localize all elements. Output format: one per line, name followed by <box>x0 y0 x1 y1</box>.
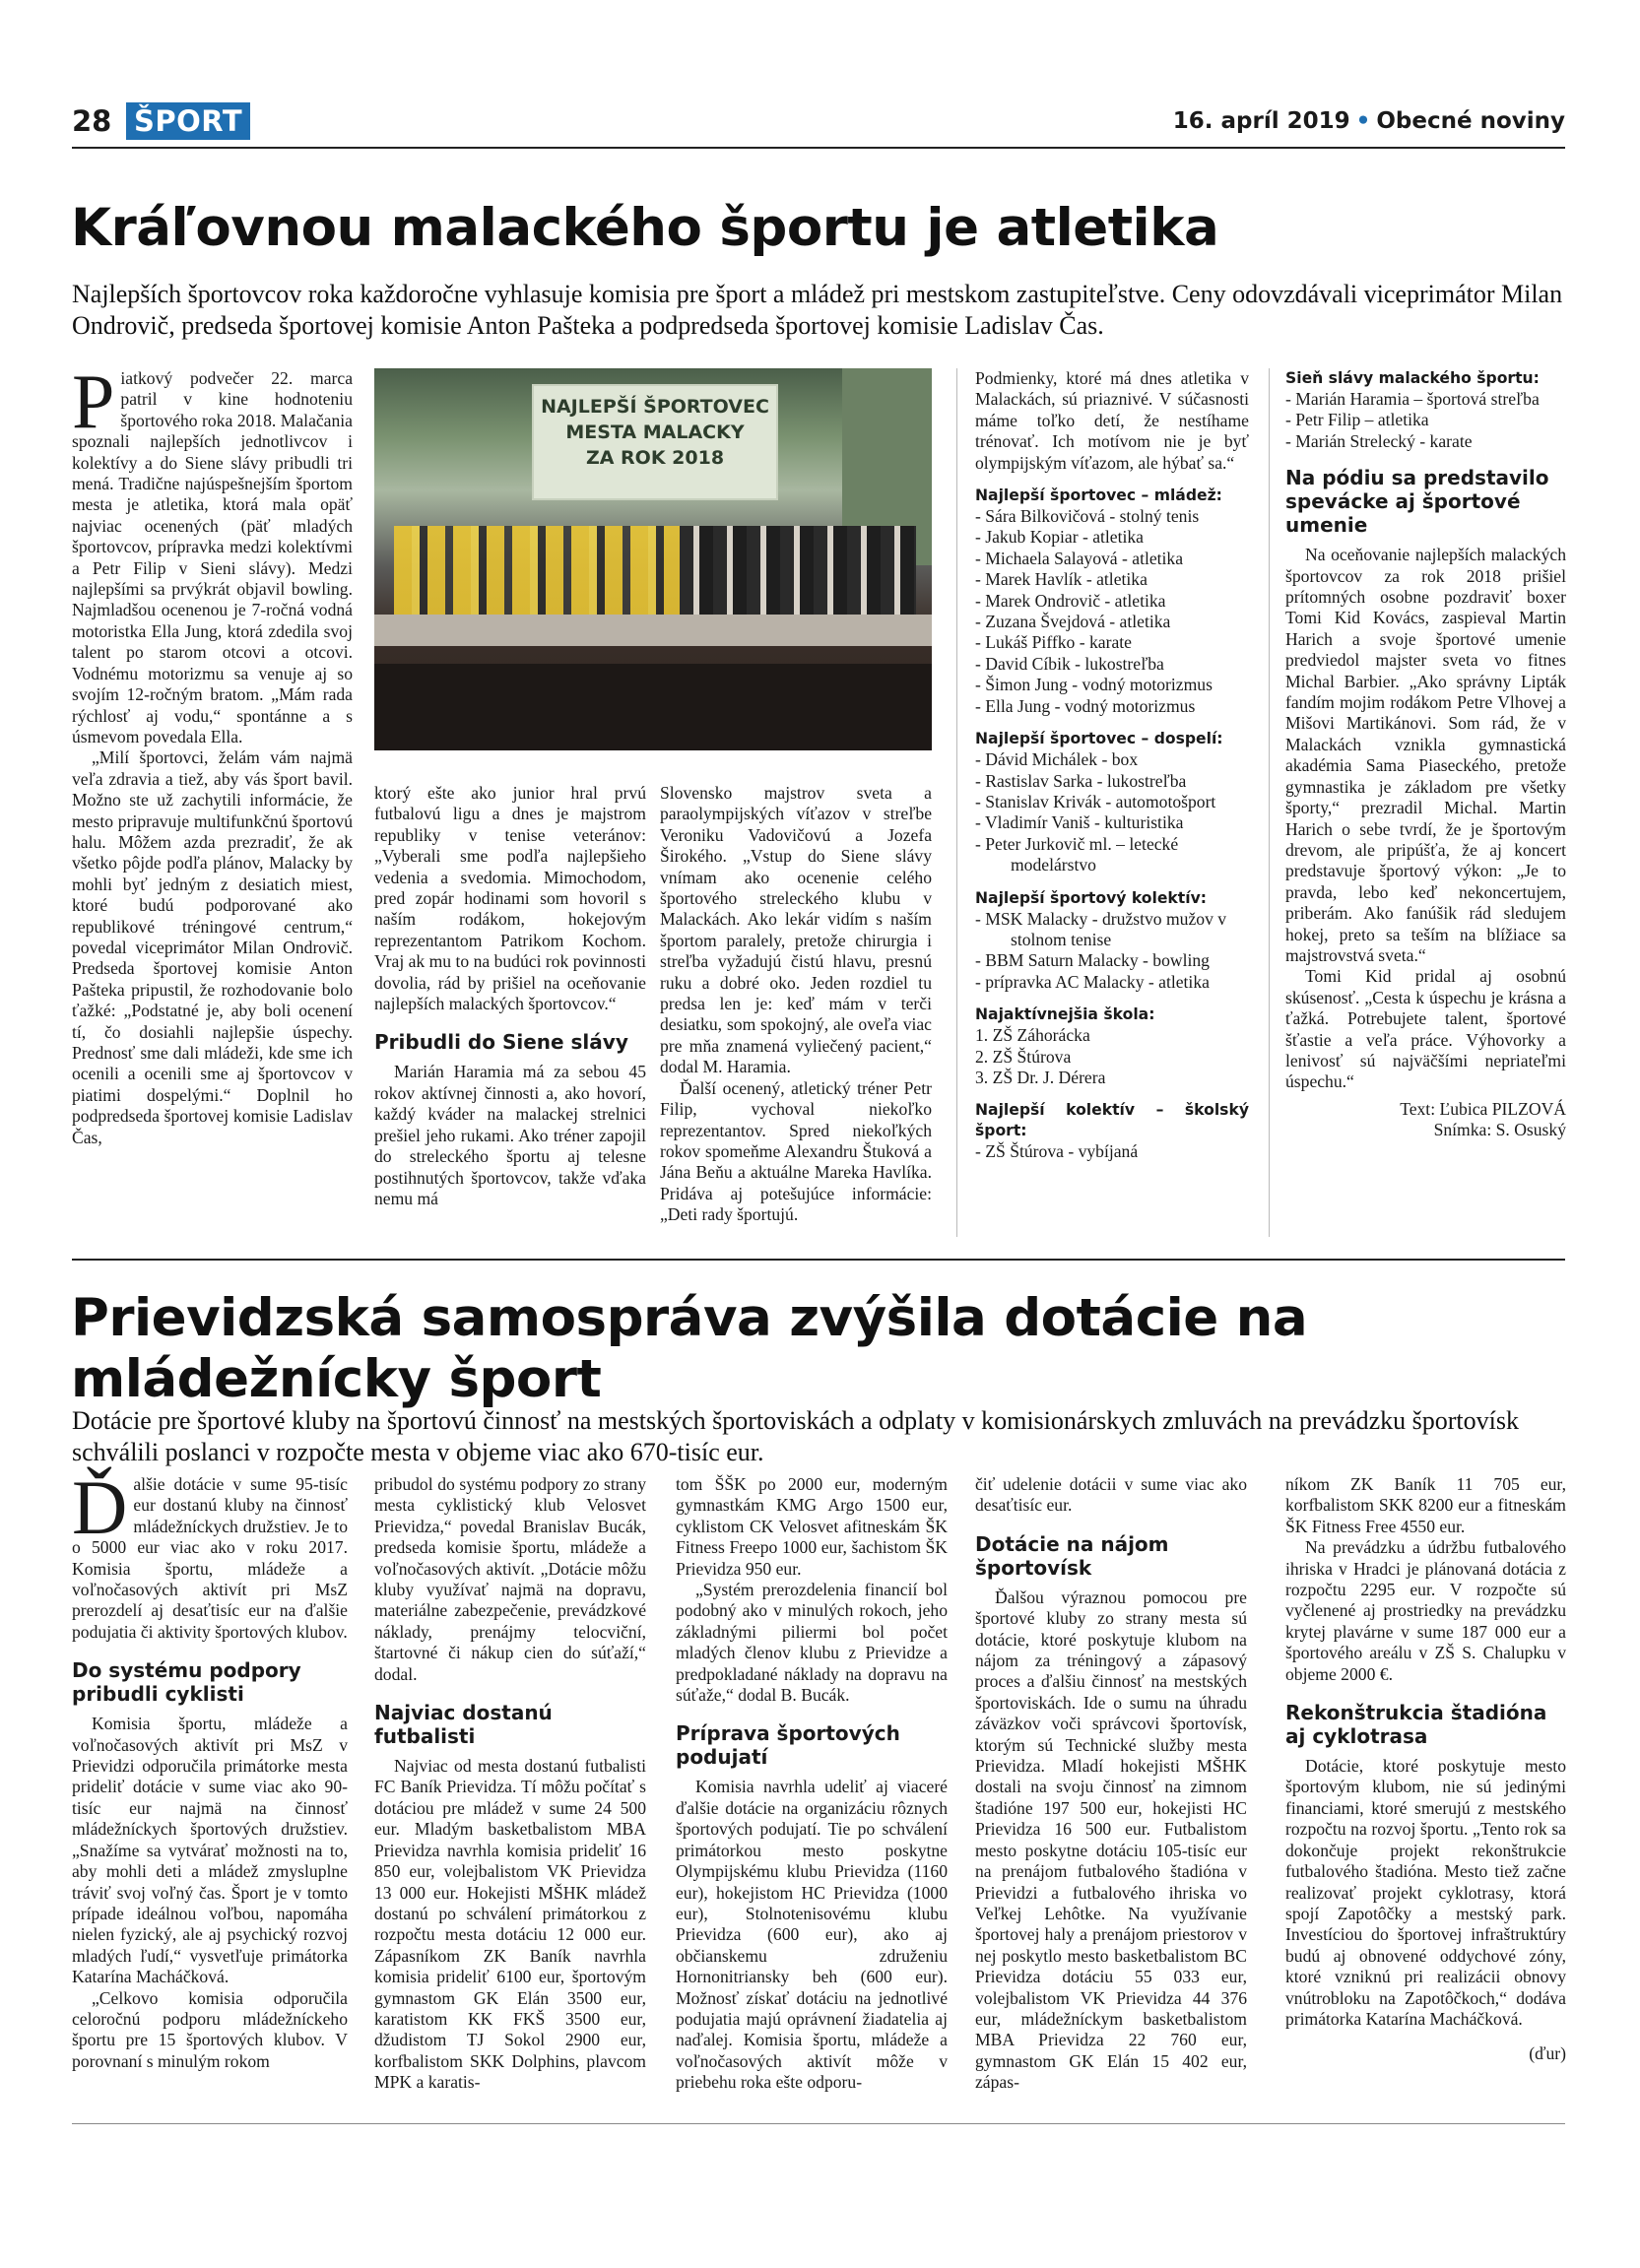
article2-column-5 <box>1285 1474 1566 2065</box>
paragraph: Na oceňovanie najlepších malackých športovcov za rok 2018 prišiel prítomných osobne pozdraviť boxer Tomi Kid Kovács, zaspieval Martin Harich a svoje športové umenie predviedol majster sveta vo fitnes Michal Barbier. „Ako správny Lipták fandím mojim rodákom Petre Vlhovej a Mišovi Martikánovi. Som rád, že v Malackách vznikla gymnastická akadémia Sama Piaseckého, pretože gymnastika je základom pre všetky športy,“ prezradil Michal. Martin Harich o sebe tvrdí, že je športovým drevom, ale pripúšťa, že aj koncert predstavuje športový výkon: „Je to pravda, lebo keď nekoncertujem, priberám. Ako fanúšik rád sledujem hokej, preto sa teším na blížiace sa majstrovstvá sveta.“ <box>1285 545 1566 965</box>
list-item: 1. ZŠ Záhorácka <box>975 1025 1090 1046</box>
article2-column-4 <box>975 1474 1247 2094</box>
list-item: - prípravka AC Malacky - atletika <box>975 971 1210 992</box>
paragraph: Podmienky, ktoré má dnes atletika v Malackách, sú priaznivé. V súčasnosti máme toľko detí, že nestíhame trénovať. Ich motívom nie je byť olympijským víťazom, ale hýbať sa.“ <box>975 368 1249 473</box>
paragraph: níkom ZK Baník 11 705 eur, korfbalistom SKK 8200 eur a fitneskám ŠK Fitness Free 4550 eur. <box>1285 1474 1566 1536</box>
list-item: - Marek Ondrovič - atletika <box>975 590 1166 611</box>
list-item: - Lukáš Piffko - karate <box>975 632 1132 653</box>
subheading: Dotácie na nájom športovísk <box>975 1531 1169 1580</box>
credit-photo: Snímka: S. Osuský <box>1433 1120 1566 1140</box>
award-category-title: Najaktívnejšia škola: <box>975 1005 1155 1024</box>
article1-lead: Najlepších športovcov roka každoročne vyhlasuje komisia pre šport a mládež pri mestskom zastupiteľstve. Ceny odovzdávali viceprimátor Milan Ondrovič, predseda športovej komisie Anton Pašteka a podpredseda športovej komisie Ladislav Čas. <box>72 280 1563 340</box>
award-list <box>975 749 1249 875</box>
paragraph: Marián Haramia má za sebou 45 rokov aktívnej činnosti a, ako hovorí, každý kváder na malackej strelnici prešiel jeho rukami. Ako tréner zapojil do streleckého športu aj telesne postihnutých športovcov, takže vďaka nemu má <box>374 1062 646 1208</box>
subheading: Rekonštrukcia štadióna aj cyklotrasa <box>1285 1701 1547 1749</box>
column-rule <box>956 368 957 1237</box>
subheading: Príprava športových podujatí <box>676 1721 900 1770</box>
paragraph: Komisia športu, mládeže a voľnočasových aktivít pri MsZ v Prievidzi odporučila primátorke mesta prideliť dotácie v sume viac ako 90-tisíc eur najmä na činnosť mládežníckych športových družstiev. „Snažíme sa vytvárať možnosti na to, aby mohli deti a mládež zmysluplne tráviť svoj voľný čas. Šport je v tomto prípade ideálnou voľbou, napomáha nielen fyzický, ale aj psychický rozvoj mladých ľudí,“ vysvetľuje primátorka Katarína Macháčková. <box>72 1714 348 1987</box>
issue-info <box>1173 106 1565 136</box>
article1-headline: Kráľovnou malackého športu je atletika <box>71 198 1219 258</box>
list-item: - Stanislav Krivák - automotošport <box>975 791 1216 811</box>
dropcap: P <box>72 358 115 444</box>
dropcap: Ď <box>72 1464 128 1550</box>
paragraph: Dotácie, ktoré poskytuje mesto športovým klubom, nie sú jedinými financiami, ktoré smerujú z mestského rozpočtu na rozvoj športu. „Tento rok sa dokončuje projekt rekonštrukcie futbalového štadióna. Mesto tiež začne realizovať projekt cyklotrasy, ktorá spojí Zapotôčky a mestský park. Investíciou do športovej infraštruktúry budú aj obnovené oddychové zóny, ktoré vzniknú pri realizácii obnovy vnútrobloku na Zapotôčkoch,“ dodáva primátorka Katarína Macháčková. <box>1285 1756 1566 2029</box>
stage <box>374 615 932 646</box>
paragraph: Najviac od mesta dostanú futbalisti FC Baník Prievidza. Tí môžu počítať s dotáciou pre mládež v sume 24 500 eur. Mladým basketbalistom MBA Prievidza navrhla komisia prideliť 16 850 eur, volejbalistom VK Prievidza 13 000 eur. Hokejisti MŠHK mládež dostanú po schválení primátorkou z rozpočtu mesta dotáciu 12 000 eur. Zápasníkom ZK Baník navrhla komisia prideliť 6100 eur, športovým gymnastom GK Elán 3500 eur, karatistom KK FKŠ 3500 eur, džudistom TJ Sokol 2900 eur, korfbalistom SKK Dolphins, plavcom MPK a karatis- <box>374 1756 646 2093</box>
list-item: - Petr Filip – atletika <box>1285 410 1429 430</box>
list-item: - Sára Bilkovičová - stolný tenis <box>975 506 1200 527</box>
list-item: - Peter Jurkovič ml. – letecké modelárstvo <box>975 833 1179 875</box>
page-number: 28 <box>72 104 112 138</box>
paragraph: Slovensko majstrov sveta a paraolympijských víťazov v streľbe Veroniku Vadovičovú a Jozefa Širokého. „Vstup do Siene slávy vnímam ako ocenenie celého športového streleckého klubu v Malackách. Ako lekár vidím s naším športom paralely, pretože chirurgia i streľba vyžadujú čistú hlavu, presnú ruku a dobré oko. Jeden rozdiel tu predsa len je: keď mám v terči desiatku, som spokojný, ale oveľa viac pre mňa znamená vyliečený pacient,“ dodal M. Haramia. <box>660 783 932 1077</box>
winner-lists <box>975 486 1249 1163</box>
hall-of-fame-title: Sieň slávy malackého športu: <box>1285 369 1540 387</box>
header-rule <box>72 147 1565 149</box>
paragraph: Ďalší ocenený, atletický tréner Petr Filip, vychoval niekoľko reprezentantov. Spred niekoľkých rokov spomeňme Alexandru Štuková a Jána Beňu a aktuálne Mareka Havlíka. Pridáva aj potešujúce informácie: „Deti rady športujú. <box>660 1077 932 1225</box>
award-category-title: Najlepší športovec – dospelí: <box>975 730 1223 748</box>
photo-banner <box>532 384 778 500</box>
paragraph: tom ŠŠK po 2000 eur, moderným gymnastkám KMG Argo 1500 eur, cyklistom CK Velosvet afitneskám ŠK Fitness Freepo 1000 eur, šachistom ŠK Prievidza 950 eur. <box>676 1474 948 1579</box>
paragraph: pribudol do systému podpory zo strany mesta cyklistický klub Velosvet Prievidza,“ povedal Branislav Bucák, predseda komisie športu, mládeže a voľnočasových aktivít. „Dotácie môžu kluby využívať najmä na dopravu, materiálne zabezpečenie, prevádzkové náklady, prenájmy telocviční, štartovné či nákup cien do súťaží,“ dodal. <box>374 1474 646 1684</box>
article2-column-1 <box>72 1464 348 2072</box>
list-item: 2. ZŠ Štúrova <box>975 1046 1072 1067</box>
list-item: 3. ZŠ Dr. J. Dérera <box>975 1067 1106 1087</box>
list-item: - Ella Jung - vodný motorizmus <box>975 695 1196 716</box>
issue-date: 16. apríl 2019 <box>1172 108 1350 134</box>
list-item: - Rastislav Sarka - lukostreľba <box>975 770 1187 791</box>
subheading: Do systému podpory pribudli cyklisti <box>72 1658 301 1707</box>
paragraph: Komisia navrhla udeliť aj viaceré ďalšie dotácie na organizáciu rôznych športových podujatí. Tie po schválení primátorkou mesto poskytne Olympijskému klubu Prievidza (1160 eur), hokejistom HC Prievidza (1000 eur), Stolnotenisovému klubu Prievidza (600 eur), ako aj občianskemu združeniu Hornonitriansky beh (600 eur). Možnosť získať dotáciu na jednotlivé podujatia majú oprávnení žiadatelia aj naďalej. Komisia športu, mládeže a voľnočasových aktivít môže v priebehu roka ešte odporu- <box>676 1777 948 2093</box>
subheading: Na pódiu sa predstavilo spevácke aj športové umenie <box>1285 466 1549 538</box>
section-tag: ŠPORT <box>126 102 250 140</box>
separator-bullet: • <box>1355 108 1371 134</box>
award-category-title: Najlepší športový kolektív: <box>975 888 1207 907</box>
paragraph: ktorý ešte ako junior hral prvú futbalovú ligu a dnes je majstrom republiky v tenise veteránov: „Vyberali sme podľa najlepšieho vedenia a svedomia. Mimochodom, pred zopár hodinami som hovoril s naším rodákom, hokejovým reprezentantom Patrikom Kochom. Vraj ak mu to na budúci rok povinnosti dovolia, rád by prišiel na oceňovanie najlepších malackých športovcov.“ <box>374 783 647 1014</box>
article-divider <box>72 1259 1565 1261</box>
article1-column-1 <box>72 358 353 1148</box>
list-item: - Michaela Salayová - atletika <box>975 548 1184 568</box>
award-list <box>975 1025 1249 1088</box>
paragraph: čiť udelenie dotácii v sume viac ako desaťtisíc eur. <box>975 1474 1247 1516</box>
list-item: - Vladimír Vaniš - kulturistika <box>975 812 1184 833</box>
paragraph: alšie dotácie v sume 95-tisíc eur dostanú kluby na činnosť mládežníckych družstiev. Je to o 5000 eur viac ako v roku 2017. Komisia športu, mládeže a voľnočasových aktivít pri MsZ prerozdelí aj desaťtisíc eur na ďalšie podujatia či aktivity športových klubov. <box>72 1474 348 1642</box>
paragraph: „Milí športovci, želám vám najmä veľa zdravia a tiež, aby vás šport bavil. Možno ste už zachytili informácie, že mesto pripravuje multifunkčnú športovú halu. Môžem azda prezradiť, že ak všetko pôjde podľa plánov, Malacky by mohli byť jedným z desiatich miest, ktoré budú podporované ako republikové tréningové centrum,“ povedal viceprimátor Milan Ondrovič. Predseda športovej komisie Anton Pašteka pripustil, že rozhodovanie bolo ťažké: „Podstatné je, aby boli ocenení tí, čo dosiahli najlepšie úspechy. Prednosť sme dali mládeži, kde sme ich ocenili a ocenili sme aj športovcov v piatimi dospelými.“ Doplnil ho podpredseda športovej komisie Ladislav Čas, <box>72 747 353 1147</box>
banner-line: ZA ROK 2018 <box>585 447 725 469</box>
award-list <box>975 909 1249 994</box>
banner-line: NAJLEPŠÍ ŠPORTOVEC <box>541 396 769 418</box>
list-item: - Zuzana Švejdová - atletika <box>975 612 1171 632</box>
publication-name: Obecné noviny <box>1376 108 1565 134</box>
list-item: - ZŠ Štúrova - vybíjaná <box>975 1141 1139 1162</box>
award-list <box>975 506 1249 717</box>
bottom-rule <box>72 2123 1565 2124</box>
article2-lead: Dotácie pre športové kluby na športovú činnosť na mestských športoviskách a odplaty v komisionárskych zmluvách na prevádzku športovísk schválili poslanci v rozpočte mesta v objeme viac ako 670-tisíc eur. <box>72 1406 1519 1466</box>
award-category-title: Najlepší športovec – mládež: <box>975 486 1222 505</box>
award-category-title: Najlepší kolektív – školský šport: <box>975 1101 1249 1140</box>
list-item: - BBM Saturn Malacky - bowling <box>975 950 1210 971</box>
paragraph: Ďalšou výraznou pomocou pre športové kluby zo strany mesta sú dotácie, ktoré poskytuje klubom na nájom za tréningový a zápasový proces a ďalšiu činnosť na mestských športoviskách. Ide o sumu na úhradu záväzkov voči správcovi športovísk, ktorým sú Technické služby mesta Prievidza. Mladí hokejisti MŠHK dostali na svoju činnosť na zimnom štadióne 197 500 eur, hokejisti HC Prievidza 16 500 eur. Futbalistom mesto poskytne dotáciu 105-tisíc eur na prenájom futbalového štadióna v Prievidzi a futbalového ihriska vo Veľkej Lehôtke. Na využívanie športovej haly a prenájom priestorov v nej poskytlo mesto basketbalistom BC Prievidza dotáciu 55 033 eur, volejbalistom VK Prievidza 44 376 eur, mládežníckym basketbalistom MBA Prievidza 22 760 eur, gymnastom GK Elán 15 402 eur, zápas- <box>975 1587 1247 2093</box>
officials-group <box>680 526 916 620</box>
subheading: Najviac dostanú futbalisti <box>374 1701 553 1749</box>
article1-column-3 <box>660 783 932 1226</box>
article1-column-4 <box>975 368 1249 1163</box>
paragraph: iatkový podvečer 22. marca patril v kine hodnoteniu športového roka 2018. Malačania spoznali najlepších jednotlivcov i kolektívy a do Siene slávy pribudli tri mená. Tradične najúspešnejším športom mesta je atletika, ktorá mala opäť najviac ocenených (päť mladých športovcov, prípravka medzi kolektívmi a Petr Filip v Sieni slávy). Medzi najlepšími sa prvýkrát objavil bowling. Najmladšou ocenenou je 7-ročná vodná motoristka Ella Jung, ktorá zdedila svoj talent po starom otcovi a otcovi. Vodnému motorizmu sa venuje aj so svojím 12-ročným bratom. „Mám rada rýchlosť aj vodu,“ spontánne a s úsmevom povedala Ella. <box>72 368 353 746</box>
award-ceremony-photo <box>374 368 932 750</box>
list-item: - Marián Strelecký - karate <box>1285 430 1473 451</box>
list-item: - Marián Haramia – športová streľba <box>1285 389 1540 409</box>
article2-headline: Prievidzská samospráva zvýšila dotácie na mládežnícky šport <box>71 1288 1308 1409</box>
list-item: - Jakub Kopiar - atletika <box>975 527 1144 548</box>
author-credit: (ďur) <box>1529 2043 1566 2064</box>
paragraph: „Celkovo komisia odporučila celoročnú podporu mládežníckeho športu pre 15 športových klubov. V porovnaní s minulým rokom <box>72 1987 348 2071</box>
list-item: - David Cíbik - lukostreľba <box>975 653 1164 674</box>
article2-column-2 <box>374 1474 646 2094</box>
list-item: - Marek Havlík - atletika <box>975 569 1148 590</box>
paragraph: Na prevádzku a údržbu futbalového ihriska v Hradci je plánovaná dotácia z rozpočtu 2295 eur. V rozpočte sú vyčlenené aj prostriedky na prevádzku krytej plavárne v sume 187 000 eur a športového areálu v ZŠ S. Chalupku v objeme 2000 €. <box>1285 1537 1566 1684</box>
article1-column-5 <box>1285 368 1566 1141</box>
award-list <box>975 1141 1249 1162</box>
column-rule <box>1269 368 1270 1237</box>
paragraph: „Systém prerozdelenia financií bol podobný ako v minulých rokoch, jeho základnými piliermi bol počet mladých členov klubu z Prievidze a predpokladané náklady na dopravu na súťaže,“ dodal B. Bucák. <box>676 1580 948 1706</box>
hall-of-fame-list <box>1285 389 1566 452</box>
subheading: Pribudli do Siene slávy <box>374 1030 628 1055</box>
audience <box>374 664 932 750</box>
list-item: - MSK Malacky - družstvo mužov v stolnom tenise <box>975 908 1227 949</box>
list-item: - Šimon Jung - vodný motorizmus <box>975 675 1213 695</box>
banner-line: MESTA MALACKY <box>565 421 745 443</box>
article1-column-2 <box>374 783 646 1209</box>
credit-text: Text: Ľubica PILZOVÁ <box>1400 1098 1566 1119</box>
article2-column-3 <box>676 1474 948 2094</box>
list-item: - Dávid Michálek - box <box>975 749 1139 770</box>
paragraph: Tomi Kid pridal aj osobnú skúsenosť. „Cesta k úspechu je krásna a ťažká. Potrebujete talent, športové šťastie a veľa práce. Výhovorky a lenivosť sú najväčšími nepriateľmi úspechu.“ <box>1285 966 1566 1092</box>
